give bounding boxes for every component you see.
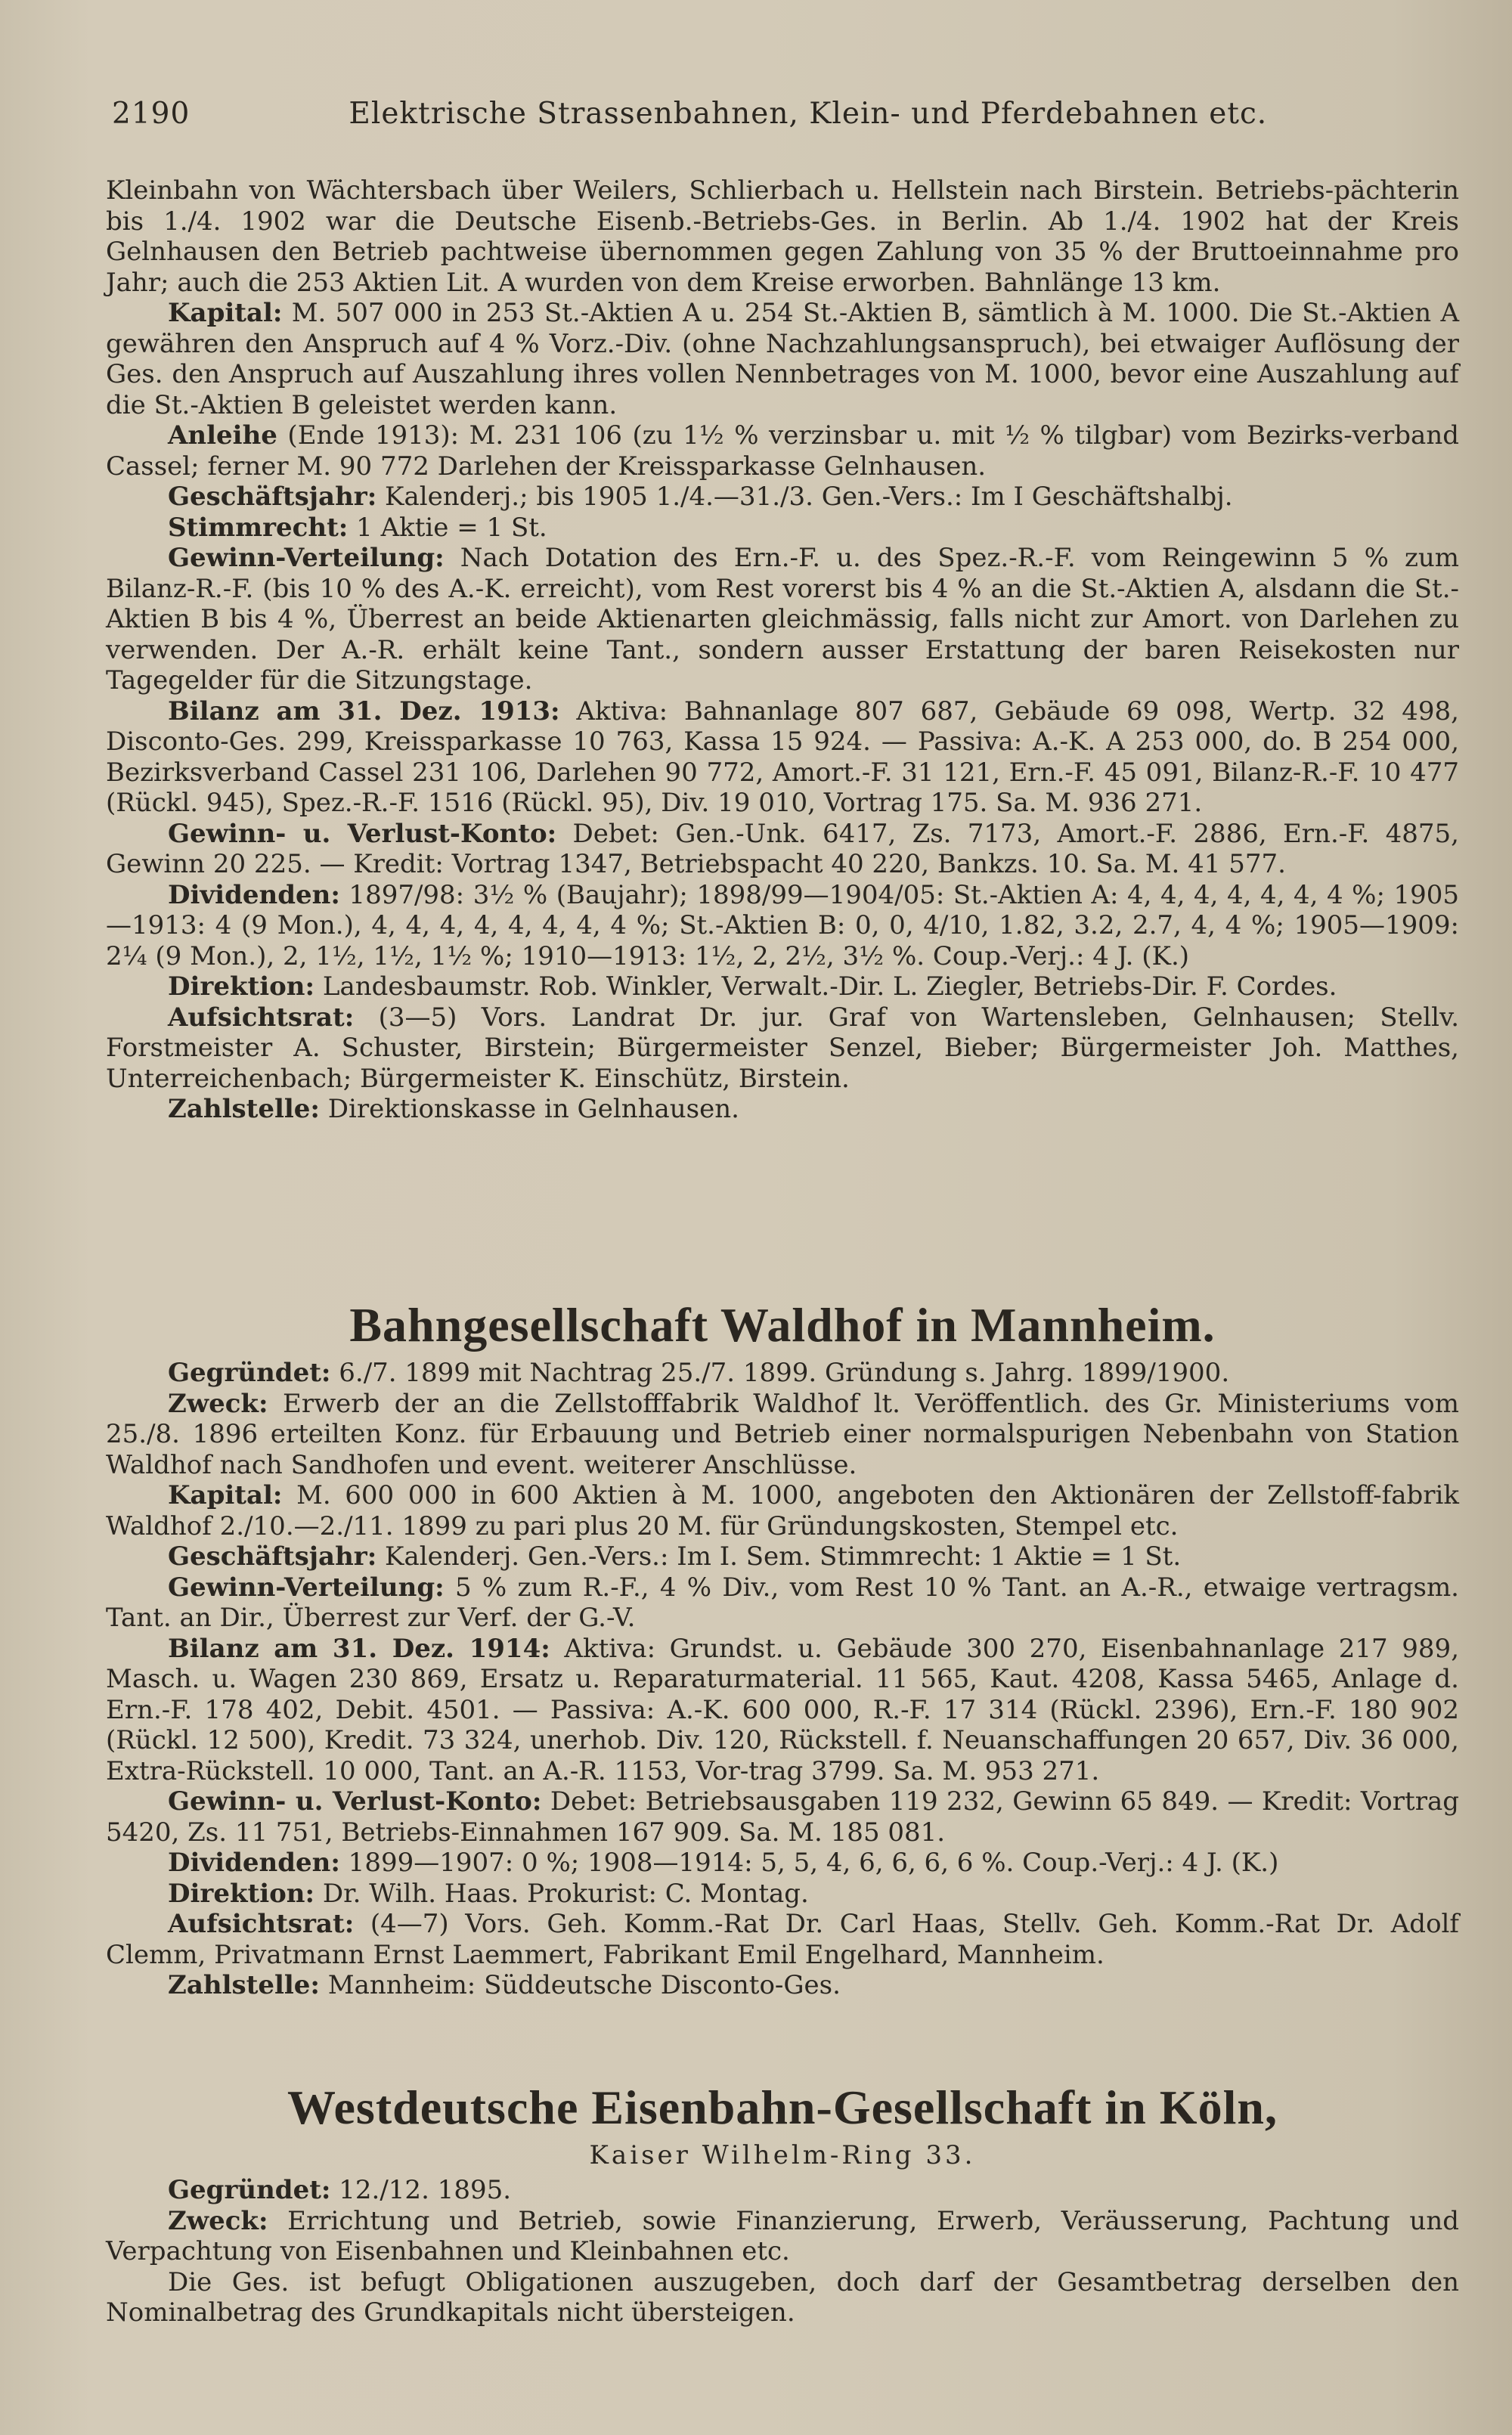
entry-label: Gewinn- u. Verlust-Konto: — [168, 818, 557, 849]
entry-label: Gewinn-Verteilung: — [168, 1572, 445, 1603]
entry-text: Erwerb der an die Zellstofffabrik Waldhof lt. Veröffentlich. des Gr. Ministeriums vom 25./8. 1896 erteilten Konz. für Erbauung und Betrieb einer normalspurigen Nebenbahn von Station Waldhof nach Sandhofen und event. weiterer Anschlüsse. — [106, 1388, 1459, 1480]
section2-paragraphs — [106, 1358, 1459, 2001]
section1-paragraphs — [106, 298, 1459, 1125]
entry-paragraph — [106, 1634, 1459, 1787]
entry-label: Gewinn-Verteilung: — [168, 543, 445, 573]
entry-text: Aktiva: Grundst. u. Gebäude 300 270, Eisenbahnanlage 217 989, Masch. u. Wagen 230 869, Ersatz u. Reparaturmaterial. 11 565, Kaut. 4208, Kassa 5465, Anlage d. Ern.-F. 178 402, Debit. 4501. — Passiva: A.-K. 600 000, R.-F. 17 314 (Rückl. 2396), Ern.-F. 180 902 (Rückl. 12 500), Kredit. 73 324, unerhob. Div. 120, Rückstell. f. Neuanschaffungen 20 657, Div. 36 000, Extra-Rückstell. 10 000, Tant. an A.-R. 1153, Vor-trag 3799. Sa. M. 953 271. — [106, 1633, 1460, 1786]
entry-paragraph — [106, 1358, 1459, 1389]
entry-label: Gewinn- u. Verlust-Konto: — [168, 1786, 542, 1817]
entry-text: Errichtung und Betrieb, sowie Finanzierung, Erwerb, Veräusserung, Pachtung und Verpachtung von Eisenbahnen und Kleinbahnen etc. — [106, 2205, 1459, 2266]
intro-paragraph: Kleinbahn von Wächtersbach über Weilers, Schlierbach u. Hellstein nach Birstein. Betriebs-pächterin bis 1./4. 1902 war die Deutsche Eisenb.-Betriebs-Ges. in Berlin. Ab 1./4. 1902 hat der Kreis Gelnhausen den Betrieb pachtweise übernommen gegen Zahlung von 35 % der Bruttoeinnahme pro Jahr; auch die 253 Aktien Lit. A wurden von dem Kreise erworben. Bahnlänge 13 km. — [106, 175, 1459, 298]
section-westdeutsche — [106, 2081, 1459, 2328]
entry-text: 12./12. 1895. — [330, 2175, 512, 2205]
entry-paragraph — [106, 971, 1459, 1002]
entry-text: Kalenderj.; bis 1905 1./4.—31./3. Gen.-Vers.: Im I Geschäftshalbj. — [376, 482, 1233, 512]
entry-text: (4—7) Vors. Geh. Komm.-Rat Dr. Carl Haas, Stellv. Geh. Komm.-Rat Dr. Adolf Clemm, Privatmann Ernst Laemmert, Fabrikant Emil Engelhard, Mannheim. — [106, 1909, 1459, 1970]
entry-text: 5 % zum R.-F., 4 % Div., vom Rest 10 % Tant. an A.-R., etwaige vertragsm. Tant. an Dir., Überrest zur Verf. der G.-V. — [106, 1572, 1459, 1633]
entry-label: Aufsichtsrat: — [168, 1909, 355, 1939]
entry-label: Zweck: — [168, 2205, 268, 2236]
entry-paragraph — [106, 696, 1459, 819]
entry-text: M. 507 000 in 253 St.-Aktien A u. 254 St.-Aktien B, sämtlich à M. 1000. Die St.-Aktien A gewähren den Anspruch auf 4 % Vorz.-Div. (ohne Nachzahlungsanspruch), bei etwaiger Auflösung der Ges. den Anspruch auf Auszahlung ihres vollen Nennbetrages von M. 1000, bevor eine Auszahlung auf die St.-Aktien B geleistet werden kann. — [106, 298, 1459, 420]
entry-text: Landesbaumstr. Rob. Winkler, Verwalt.-Dir. L. Ziegler, Betriebs-Dir. F. Cordes. — [314, 971, 1337, 1002]
entry-paragraph — [106, 2175, 1459, 2206]
entry-label: Direktion: — [168, 971, 315, 1002]
entry-text: 1899—1907: 0 %; 1908—1914: 5, 5, 4, 6, 6, 6, 6 %. Coup.-Verj.: 4 J. (K.) — [339, 1848, 1279, 1878]
section3-paragraphs — [106, 2175, 1459, 2328]
entry-paragraph — [106, 1094, 1459, 1125]
entry-label: Dividenden: — [168, 1848, 340, 1878]
entry-paragraph — [106, 298, 1459, 420]
entry-label: Stimmrecht: — [168, 512, 349, 543]
page-number: 2190 — [112, 97, 191, 131]
entry-text: 1 Aktie = 1 St. — [348, 512, 547, 543]
company-title: Bahngesellschaft Waldhof in Mannheim. — [349, 1298, 1216, 1352]
entry-label: Kapital: — [168, 298, 283, 328]
entry-paragraph — [106, 1848, 1459, 1879]
section-kleinbahn — [106, 175, 1459, 1125]
entry-text: Nach Dotation des Ern.-F. u. des Spez.-R.-F. vom Reingewinn 5 % zum Bilanz-R.-F. (bis 10 % des A.-K. erreicht), vom Rest vorerst bis 4 % an die St.-Aktien A, alsdann die St.-Aktien B bis 4 %, Überrest an beide Aktienarten gleichmässig, falls nicht zur Amort. von Darlehen zu verwenden. Der A.-R. erhält keine Tant., sondern ausser Erstattung der baren Reisekosten nur Tagegelder für die Sitzungstage. — [106, 543, 1459, 695]
entry-paragraph — [106, 513, 1459, 544]
section-waldhof — [106, 1299, 1459, 2001]
entry-paragraph — [106, 2267, 1459, 2328]
entry-label: Gegründet: — [168, 1358, 331, 1388]
entry-text: Kalenderj. Gen.-Vers.: Im I. Sem. Stimmrecht: 1 Aktie = 1 St. — [376, 1541, 1182, 1572]
entry-label: Direktion: — [168, 1878, 315, 1909]
company-title: Westdeutsche Eisenbahn-Gesellschaft in Köln, — [287, 2080, 1278, 2134]
entry-text: 6./7. 1899 mit Nachtrag 25./7. 1899. Gründung s. Jahrg. 1899/1900. — [330, 1358, 1230, 1388]
entry-paragraph — [106, 880, 1459, 972]
entry-text: Direktionskasse in Gelnhausen. — [319, 1094, 739, 1124]
entry-label: Zahlstelle: — [168, 1970, 320, 2000]
entry-label: Dividenden: — [168, 879, 340, 910]
entry-text: Debet: Gen.-Unk. 6417, Zs. 7173, Amort.-F. 2886, Ern.-F. 4875, Gewinn 20 225. — Kredit: Vortrag 1347, Betriebspacht 40 220, Bankzs. 10. Sa. M. 41 577. — [106, 818, 1459, 879]
entry-paragraph — [106, 1970, 1459, 2001]
entry-paragraph — [106, 1879, 1459, 1910]
entry-paragraph — [106, 1572, 1459, 1634]
entry-paragraph — [106, 1389, 1459, 1481]
entry-label: Geschäftsjahr: — [168, 1541, 377, 1572]
entry-paragraph — [106, 1541, 1459, 1572]
entry-paragraph — [106, 1786, 1459, 1848]
entry-text: Die Ges. ist befugt Obligationen auszugeben, doch darf der Gesamtbetrag derselben den Nominalbetrag des Grundkapitals nicht übersteigen. — [106, 2266, 1459, 2328]
entry-paragraph — [106, 482, 1459, 513]
entry-text: Aktiva: Bahnanlage 807 687, Gebäude 69 098, Wertp. 32 498, Disconto-Ges. 299, Kreissparkasse 10 763, Kassa 15 924. — Passiva: A.-K. A 253 000, do. B 254 000, Bezirksverband Cassel 231 106, Darlehen 90 772, Amort.-F. 31 121, Ern.-F. 45 091, Bilanz-R.-F. 10 477 (Rückl. 945), Spez.-R.-F. 1516 (Rückl. 95), Div. 19 010, Vortrag 175. Sa. M. 936 271. — [106, 695, 1459, 818]
entry-text: (3—5) Vors. Landrat Dr. jur. Graf von Wartensleben, Gelnhausen; Stellv. Forstmeister A. Schuster, Birstein; Bürgermeister Senzel, Bieber; Bürgermeister Joh. Matthes, Unterreichenbach; Bürgermeister K. Einschütz, Birstein. — [106, 1002, 1459, 1094]
entry-paragraph — [106, 420, 1459, 482]
entry-label: Bilanz am 31. Dez. 1914: — [168, 1633, 550, 1664]
entry-paragraph — [106, 1909, 1459, 1970]
company-address: Kaiser Wilhelm-Ring 33. — [589, 2140, 976, 2170]
entry-text: 1897/98: 3½ % (Baujahr); 1898/99—1904/05: St.-Aktien A: 4, 4, 4, 4, 4, 4, 4 %; 1905—1913: 4 (9 Mon.), 4, 4, 4, 4, 4, 4, 4, 4 %; St.-Aktien B: 0, 0, 4/10, 1.82, 3.2, 2.7, 4, 4 %; 1905—1909: 2¼ (9 Mon.), 2, 1½, 1½, 1½ %; 1910—1913: 1½, 2, 2½, 3½ %. Coup.-Verj.: 4 J. (K.) — [106, 879, 1459, 971]
entry-text: Debet: Betriebsausgaben 119 232, Gewinn 65 849. — Kredit: Vortrag 5420, Zs. 11 751, Betriebs-Einnahmen 167 909. Sa. M. 185 081. — [106, 1786, 1459, 1848]
entry-text: M. 600 000 in 600 Aktien à M. 1000, angeboten den Aktionären der Zellstoff-fabrik Waldhof 2./10.—2./11. 1899 zu pari plus 20 M. für Gründungskosten, Stempel etc. — [106, 1480, 1459, 1541]
entry-text: Dr. Wilh. Haas. Prokurist: C. Montag. — [314, 1878, 809, 1909]
entry-paragraph — [106, 1002, 1459, 1095]
entry-text: (Ende 1913): M. 231 106 (zu 1½ % verzinsbar u. mit ½ % tilgbar) vom Bezirks-verband Cassel; ferner M. 90 772 Darlehen der Kreissparkasse Gelnhausen. — [106, 420, 1459, 482]
entry-label: Bilanz am 31. Dez. 1913: — [168, 695, 560, 726]
entry-label: Kapital: — [168, 1480, 283, 1510]
entry-label: Aufsichtsrat: — [168, 1002, 355, 1033]
entry-label: Anleihe — [168, 420, 277, 451]
running-title: Elektrische Strassenbahnen, Klein- und Pferdebahnen etc. — [349, 97, 1268, 131]
entry-paragraph — [106, 2206, 1459, 2267]
entry-paragraph — [106, 819, 1459, 880]
page-header — [112, 97, 1412, 131]
entry-paragraph — [106, 1480, 1459, 1541]
entry-label: Geschäftsjahr: — [168, 482, 377, 512]
entry-paragraph — [106, 543, 1459, 696]
entry-label: Gegründet: — [168, 2175, 331, 2205]
entry-text: Mannheim: Süddeutsche Disconto-Ges. — [319, 1970, 841, 2000]
entry-label: Zweck: — [168, 1388, 268, 1419]
entry-label: Zahlstelle: — [168, 1094, 320, 1124]
